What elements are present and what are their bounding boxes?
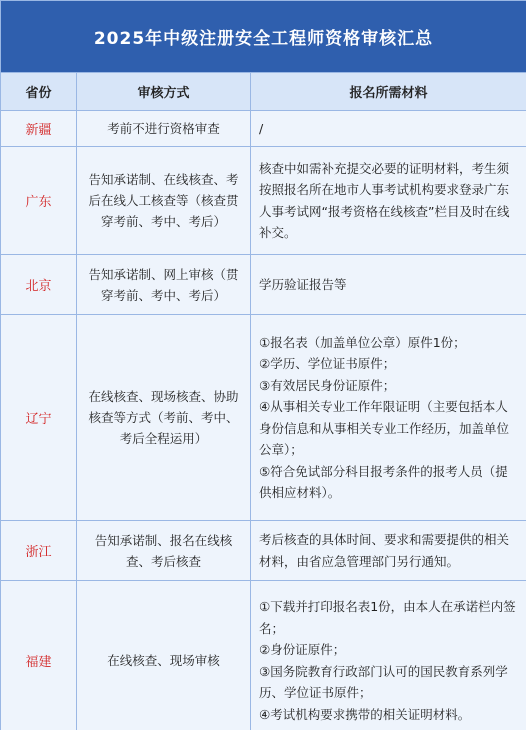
method-cell: 在线核查、现场审核 (77, 581, 251, 730)
method-cell: 告知承诺制、报名在线核查、考后核查 (77, 521, 251, 581)
materials-cell (251, 111, 526, 147)
table-row (1, 111, 526, 147)
header-method: 审核方式 (77, 73, 251, 111)
province-cell: 辽宁 (1, 315, 77, 521)
material-item: ⑤符合免试部分科目报考条件的报考人员（提供相应材料）。 (259, 463, 508, 500)
material-item: ③有效居民身份证原件； (259, 377, 396, 393)
table-title: 2025年中级注册安全工程师资格审核汇总 (1, 1, 526, 73)
materials-cell (251, 315, 526, 521)
material-item: ②身份证原件； (259, 642, 346, 657)
table-row (1, 581, 526, 730)
material-item: ③国务院教育行政部门认可的国民教育系列学历、学位证书原件； (259, 663, 508, 700)
material-item: 核查中如需补充提交必要的证明材料，考生须按照报名所在地市人事考试机构要求登录广东人事考试网“报考资格在线核查”栏目及时在线补交。 (259, 160, 510, 240)
province-cell: 新疆 (1, 111, 77, 147)
materials-cell (251, 581, 526, 730)
method-cell: 在线核查、现场核查、协助核查等方式（考前、考中、考后全程运用） (77, 315, 251, 521)
materials-cell (251, 255, 526, 315)
material-item: ④考试机构要求携带的相关证明材料。 (259, 706, 471, 722)
material-item: / (259, 120, 264, 136)
materials-cell (251, 521, 526, 581)
table-row (1, 255, 526, 315)
material-item: 考后核查的具体时间、要求和需要提供的相关材料，由省应急管理部门另行通知。 (259, 532, 510, 569)
material-item: ②学历、学位证书原件； (259, 356, 396, 371)
material-item: 学历验证报告等 (259, 276, 347, 292)
header-materials: 报名所需材料 (251, 73, 526, 111)
province-cell: 浙江 (1, 521, 77, 581)
table-row (1, 315, 526, 521)
header-province: 省份 (1, 73, 77, 111)
material-item: ④从事相关专业工作年限证明（主要包括本人身份信息和从事相关专业工作经历，加盖单位公章）； (259, 399, 510, 457)
province-cell: 福建 (1, 581, 77, 730)
method-cell: 考前不进行资格审查 (77, 111, 251, 147)
material-item: ①报名表（加盖单位公章）原件1份； (259, 334, 466, 350)
material-item: ①下载并打印报名表1份，由本人在承诺栏内签名； (259, 599, 516, 636)
header-row (1, 73, 526, 111)
method-cell: 告知承诺制、网上审核（贯穿考前、考中、考后） (77, 255, 251, 315)
province-cell: 北京 (1, 255, 77, 315)
table-row (1, 147, 526, 255)
method-cell: 告知承诺制、在线核查、考后在线人工核查等（核查贯穿考前、考中、考后） (77, 147, 251, 255)
materials-cell (251, 147, 526, 255)
table-row (1, 521, 526, 581)
province-cell: 广东 (1, 147, 77, 255)
